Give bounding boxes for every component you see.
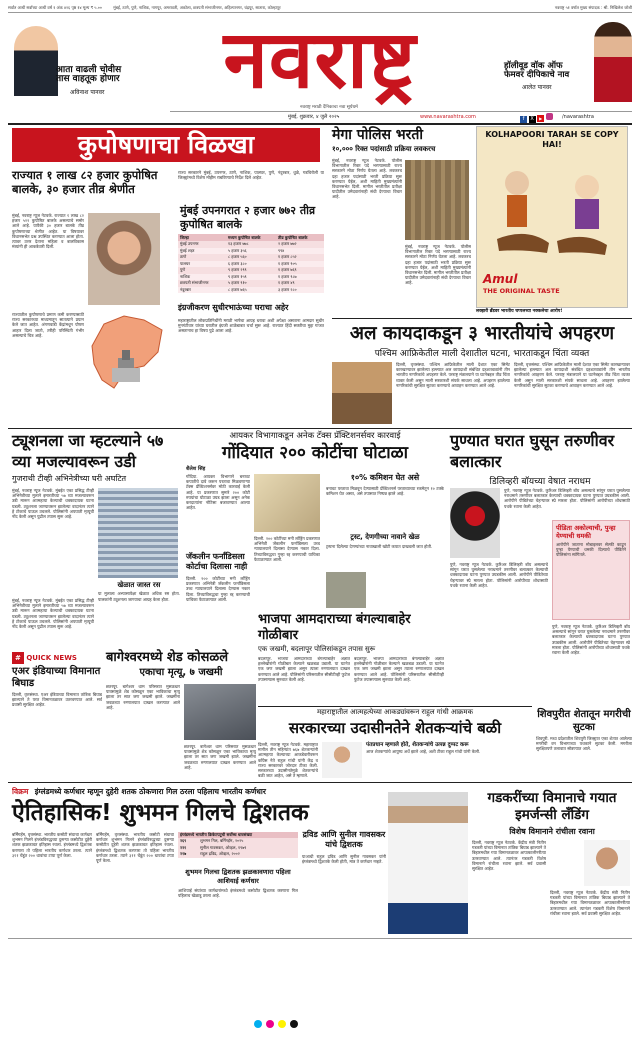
shed-photo[interactable] <box>184 684 256 740</box>
table-cell: ५ हजार ३५६ <box>228 247 247 253</box>
top-bar-issue: सर्वात आधी सर्वांच्या आधी वर्ष १ अंक ४२६ पृष्ठ १४ मूल्य ₹ ५.०० <box>8 5 102 10</box>
shivpuri-body: शिवपुरी. मध्य प्रदेशातील शिवपुरी जिल्ह्यात एका शेतात आलेल्या मगरीची वन विभागाच्या पथकाने सुटका केली. मगरीला सुरक्षितपणे तलावात सोडण्यात आले. <box>536 736 632 752</box>
left-teaser-name: अविनाश पानवर <box>70 88 105 96</box>
tuition-body: मुंबई, नवराष्ट्र न्यूज नेटवर्क. मुंबईत एका प्रसिद्ध टीव्ही अभिनेत्रीच्या मुलाने इमारतीच्या ५७ व्या मजल्यावरून उडी मारून आत्महत्या केल्याची धक्कादायक घटना घडली. ट्यूशनला जाण्यावरून झालेल्या वादानंतर त्याने हे टोकाचे पाऊल उचलले. पोलिसांनी अपघाती मृत्यूची नोंद केली असून पुढील तपास सुरू आहे. <box>12 488 94 520</box>
score-runs: २१७ <box>180 851 187 856</box>
side-body: महाराष्ट्रातील लोकप्रतिनिधींनी मराठी भाषेचा आग्रह धरावा अशी अपेक्षा असताना आमदार सुधीर मुनगंटीवार यांच्या घरातील इंग्रजी शाळेबाबत चर्चा सुरू आहे. राज्यात हिंदी सक्तीचा मुद्दा गाजत असतानाच हा विषय पुढे आला आहे. <box>178 318 324 334</box>
table-cell: ८ हजार ५६० <box>228 254 247 259</box>
quicknews-hash: # <box>12 652 24 664</box>
tuition-box <box>98 582 180 651</box>
lead-headline[interactable] <box>12 128 320 162</box>
trust-head: ट्रस्ट, देणगीच्या नावाने खेळ <box>350 533 420 541</box>
table-cell: नंदुरबार <box>180 286 191 292</box>
table-cell: १३ हजार ७७८ <box>228 241 249 246</box>
table-cell: १ हजार ८५२ <box>278 254 297 259</box>
score-runs: २६९ <box>180 838 187 843</box>
top-bar <box>8 3 632 12</box>
jacqueline-body-2: दिल्ली. २०० कोटींच्या मनी लाँड्रिंग प्रकरणात अभिनेत्री जॅकलीन फर्नांडिसला उच्च न्यायालयाने दिलासा देण्यास नकार दिला. तिच्याविरुद्धचा गुन्हा रद्द करण्याची याचिका फेटाळण्यात आली. <box>254 536 320 562</box>
documents-photo[interactable] <box>254 474 320 532</box>
table-cell: १ हजार ९८७ <box>278 273 297 279</box>
quicknews-headline: एअर इंडियाच्या विमानात बिघाड <box>12 666 101 689</box>
income-tax-byline: शैलेश सिंह <box>186 466 206 472</box>
gadkari-headline: गडकरींच्या विमानाचे गयात इमर्जन्सी लँडिंग <box>487 790 617 823</box>
amul-tagline: THE ORIGINAL TASTE <box>483 287 560 295</box>
bageshwar-body: छतरपूर. बागेश्वर धाम परिसरात मुसळधार पावसामुळे शेड कोसळून एका भाविकाचा मृत्यू झाला तर सात जण जखमी झाले. जखमींना जवळच्या रुग्णालयात दाखल करण्यात आले आहे. <box>106 684 180 710</box>
amul-ad[interactable] <box>476 126 628 308</box>
vikram-label: विक्रम <box>12 787 29 796</box>
bageshwar-body-2: छतरपूर. बागेश्वर धाम परिसरात मुसळधार पावसामुळे शेड कोसळून एका भाविकाचा मृत्यू झाला तर सात जण जखमी झाले. जखमींना जवळच्या रुग्णालयात दाखल करण्यात आले आहे. <box>184 744 256 770</box>
pune-body-2: पुणे, नवराष्ट्र न्यूज नेटवर्क. कुरिअर डिलिव्हरी बॉय असल्याचे सांगून घरात घुसलेल्या नराधमाने तरुणीवर बलात्कार केल्याची धक्कादायक घटना पुण्यात उघडकीस आली. आरोपीने पीडितेच्या चेहऱ्यावर स्प्रे मारला होता. पोलिसांनी आरोपीच्या शोधासाठी पथके रवाना केली आहेत. <box>450 562 548 588</box>
score-detail: शुभमन गिल, बर्मिंगहॅम, २०२५ <box>200 838 244 843</box>
shivpuri-box <box>536 708 632 778</box>
masthead-title: नवराष्ट्र <box>223 13 417 106</box>
quicknews-body: दिल्ली, वृत्तसंस्था. एअर इंडियाच्या विमानात तांत्रिक बिघाड झाल्याने ते परत विमानतळावर उतरवण्यात आले. सर्व प्रवासी सुरक्षित आहेत. <box>12 692 102 708</box>
side-headline: इंग्रजीकरण सुधीरभाऊंच्या घराचा अहेर <box>178 303 289 312</box>
vikram-kicker: इंग्लंडमध्ये कर्णधार म्हणून दुहेरी शतक ठोकणारा गिल ठरला पहिलाच भारतीय कर्णधार <box>34 787 266 796</box>
tuition-box-body: या मुलाला अभ्यासापेक्षा खेळात अधिक रस होता. पालकांनी ट्यूशनला जाण्याचा आग्रह केला होता. <box>98 591 180 602</box>
score-table-title: इंग्लंडमध्ये भारतीय क्रिकेटपटूची सर्वोच्च धावसंख्या <box>178 832 298 838</box>
rahul-photo[interactable] <box>322 742 362 778</box>
table-cell: नाशिक <box>180 273 191 279</box>
alqaida-subhead: पश्चिम आफ्रिकेतील माली देशातील घटना, भारताकडून चिंता व्यक्त <box>374 349 590 359</box>
bhajpa-subhead: एक जखमी, बदलापूर पोलिसांकडून तपास सुरू <box>258 645 376 653</box>
quicknews-label <box>12 652 90 664</box>
vikram-sub-head: शुभमन गिलचा द्विशतक झळकावणारा पहिला आशियाई कर्णधार <box>185 868 291 885</box>
table-cell: ९९४ <box>278 247 285 253</box>
instagram-icon[interactable] <box>546 113 553 120</box>
mumbai-subhead: मुंबई उपनगरात २ हजार ७७२ तीव्र कुपोषित बालके <box>180 204 316 231</box>
gadkari-body-2: दिल्ली, नवराष्ट्र न्यूज नेटवर्क. केंद्रीय मंत्री नितीन गडकरी यांच्या विमानात तांत्रिक बिघाड झाल्याने ते बिहारमधील गया विमानतळावर आपत्कालीनरीत्या उतरवण्यात आले. त्यानंतर गडकरी विशेष विमानाने रांचीला रवाना झाले. सर्व प्रवासी सुरक्षित आहेत. <box>550 890 630 916</box>
right-teaser-name: आलेत पानवर <box>522 83 552 91</box>
income-tax-kicker: आयकर विभागाकडून अनेक टॅक्स प्रॅक्टिशनर्सवर कारवाई <box>229 431 401 441</box>
bageshwar-subhead: एकाचा मृत्यू, ७ जखमी <box>139 667 223 678</box>
tuition-body-2: मुंबई, नवराष्ट्र न्यूज नेटवर्क. मुंबईत एका प्रसिद्ध टीव्ही अभिनेत्रीच्या मुलाने इमारतीच्या ५७ व्या मजल्यावरून उडी मारून आत्महत्या केल्याची धक्कादायक घटना घडली. ट्यूशनला जाण्यावरून झालेल्या वादानंतर त्याने हे टोकाचे पाऊल उचलले. पोलिसांनी अपघाती मृत्यूची नोंद केली असून पुढील तपास सुरू आहे. <box>12 598 94 630</box>
dravid-head: द्रविड आणि सुनील गावसकर यांचे द्विशतक <box>302 830 386 849</box>
building-photo[interactable] <box>98 488 178 578</box>
table-cell: ६ हजार ३८० <box>228 260 247 266</box>
lead-body-2: राज्यातील कुपोषणाचे प्रमाण कमी करण्यासाठी राज्य सरकारच्या माध्यमातून सातत्याने प्रयत्न केले जात आहेत. अंगणवाडी केंद्रांमधून पोषण आहार दिला जातो, तरीही परिस्थिती गंभीर असल्याचे चित्र आहे. <box>12 312 84 338</box>
website-link[interactable]: www.navarashtra.com <box>420 114 476 120</box>
amul-caption: लक्झरी ब्रँडवर भारतीय चप्पलच्या नक्कलेचा आरोप! <box>476 309 563 314</box>
lead-body-3: राज्य सरकारने मुंबई, उपनगर, ठाणे, नाशिक, पालघर, पुणे, नंदुरबार, धुळे, गडचिरोली या जिल्ह्यांमध्ये विशेष मोहीम राबविण्याचे निर्देश दिले आहेत. <box>178 170 324 181</box>
tuition-box-head: खेळात जास्त रस <box>117 581 161 589</box>
dateline: मुंबई, शुक्रवार, ४ जुलै २०२५ <box>288 114 340 120</box>
table-cell: १ हजार ४९ <box>278 280 295 285</box>
alqaida-headline: अल कायदाकडून ३ भारतीयांचे अपहरण <box>349 323 615 344</box>
table-cell: ठाणे <box>180 254 187 259</box>
vikram-headline: ऐतिहासिक! शुभमन गिलचे द्विशतक <box>12 800 309 826</box>
table-header-severe: तीव्र कुपोषित बालके <box>278 235 308 240</box>
right-teaser[interactable] <box>504 62 596 91</box>
farmers-quote-body: आज शेतकऱ्यांचे आयुष्य अर्धे झाले आहे, अशी टीका राहुल गांधी यांनी केली. <box>366 749 481 754</box>
right-teaser-line1: हॉलीवूड वॉक ऑफ <box>504 61 563 71</box>
social-handle[interactable]: /navarashtra <box>562 114 594 120</box>
x-icon[interactable]: X <box>530 116 534 122</box>
table-row <box>178 287 324 294</box>
police-photo[interactable] <box>405 160 469 240</box>
farmers-quote-head: पंतप्रधान म्हणाले होते, शेतकऱ्यांचे उत्पन्न दुप्पट करू <box>366 742 469 748</box>
mega-headline: मेगा पोलिस भरती <box>332 127 423 143</box>
vikram-sub-body: आशियाई संघांच्या कर्णधारांमध्ये इंग्लंडमध्ये कसोटीत द्विशतक करणारा गिल पहिलाच खेळाडू ठरला आहे. <box>178 888 298 899</box>
left-teaser-photo[interactable] <box>14 26 58 96</box>
masthead-tagline: नवराष्ट्र मराठी दैनिकाचा नवा सूर्यधर्म <box>300 105 358 110</box>
score-detail: सुनील गावसकर, ओव्हल, १९७९ <box>200 844 247 850</box>
income-tax-body: गोंदिया. आयकर विभागाने बनावट कपातीचे दावे करून परतावा मिळवणाऱ्या टॅक्स प्रॅक्टिशनर्सवर मोठी कारवाई केली आहे. या प्रकरणात सुमारे २०० कोटी रुपयांचा घोटाळा उघड झाला असून अनेक करदात्यांना नोटिसा बजावण्यात आल्या आहेत. <box>186 474 250 511</box>
pune-body-3: पुणे, नवराष्ट्र न्यूज नेटवर्क. कुरिअर डिलिव्हरी बॉय असल्याचे सांगून घरात घुसलेल्या नराधमाने तरुणीवर बलात्कार केल्याची धक्कादायक घटना पुण्यात उघडकीस आली. आरोपीने पीडितेच्या चेहऱ्यावर स्प्रे मारला होता. पोलिसांनी आरोपीच्या शोधासाठी पथके रवाना केली आहेत. <box>552 624 630 656</box>
table-cell: मुंबई उपनगर <box>180 241 199 246</box>
pune-box <box>552 520 630 620</box>
pune-box-head: पीडिता अकोल्याची, पुन्हा येण्याची धमकी <box>556 524 616 540</box>
score-detail: राहुल द्रविड, ओव्हल, २००२ <box>200 851 240 856</box>
tuition-subhead: गुजराथी टीव्ही अभिनेत्रीच्या घरी अघटित <box>12 474 127 483</box>
right-teaser-photo[interactable] <box>594 22 632 102</box>
bhajpa-headline: भाजपा आमदाराच्या बंगल्याबाहेर गोळीबार <box>258 612 411 643</box>
farmers-kicker: महाराष्ट्रातील आत्महत्येच्या आकड्यांवरून राहुल गांधी आक्रमक <box>317 708 473 716</box>
pune-box-body: आरोपीने जाताना मोबाइलवर सेल्फी काढून पुन्हा येण्याची धमकी दिल्याचे पीडितेने पोलिसांना सांगितले. <box>556 542 626 558</box>
lead-subhead: राज्यात १ लाख ८२ हजार कुपोषित बालके, ३० हजार तीव्र श्रेणीत <box>12 168 158 196</box>
table-cell: ९ हजार १५९ <box>228 273 247 279</box>
mega-body: मुंबई, नवराष्ट्र न्यूज नेटवर्क. पोलीस विभागातील रिक्त पदे भरण्यासाठी राज्य सरकारने मोठा निर्णय घेतला आहे. लवकरच दहा हजार पदांसाठी भरती प्रक्रिया सुरू करण्यात येईल, अशी माहिती मुख्यमंत्र्यांनी विधानसभेत दिली. मागील भरतीतील प्रतीक्षा यादीतील उमेदवारांनाही संधी देण्याचा विचार आहे. <box>332 158 402 200</box>
mega-subhead: १०,००० रिक्त पदांसाठी प्रक्रिया लवकरच <box>332 145 436 153</box>
dravid-body: याआधी राहुल द्रविड आणि सुनील गावसकर यांनी इंग्लंडमध्ये द्विशतके केली होती, मात्र ते कर्णधार नव्हते. <box>302 854 386 865</box>
farmers-quote <box>366 742 532 773</box>
top-bar-editor: नवराष्ट्र ५१ वर्षात मुख्य संपादक : श्री. निखिलेश जोशी <box>554 5 632 10</box>
lead-headline-text: कुपोषणाचा विळखा <box>77 130 255 159</box>
table-cell: छत्रपती संभाजीनगर <box>180 280 209 285</box>
youtube-icon[interactable]: ▶ <box>539 116 543 121</box>
table-cell: ९ हजार २९९ <box>228 267 247 272</box>
trust-body: ट्रस्टना दिलेल्या देणग्यांच्या नावाखाली खोटी कपात दाखवली जात होती. <box>326 544 433 549</box>
gadkari-subhead: विशेष विमानाने रांचीला रवाना <box>509 827 595 836</box>
alqaida-body: दिल्ली, वृत्तसंस्था. पश्चिम आफ्रिकेतील माली देशात एका सिमेंट कारखान्यावर झालेल्या हल्ल्यात अल कायदाशी संबंधित दहशतवाद्यांनी तीन भारतीय नागरिकांचे अपहरण केले. परराष्ट्र मंत्रालयाने या घटनेबद्दल तीव्र चिंता व्यक्त केली असून माली सरकारशी संपर्क साधला आहे. अपहरण झालेल्या नागरिकांची सुरक्षित सुटका करण्याचे आवाहन करण्यात आले आहे. <box>396 362 510 388</box>
pune-illustration[interactable] <box>450 488 500 558</box>
left-teaser-line2: तास वाहतूक होणार <box>56 74 120 85</box>
bhajpa-body: बदलापूर. भाजपा आमदाराच्या बंगल्याबाहेर अज्ञात हल्लेखोरांनी गोळीबार केल्याने खळबळ उडाली. या घटनेत एक जण जखमी झाला असून त्याला रुग्णालयात दाखल करण्यात आले आहे. पोलिसांनी परिसरातील सीसीटीव्ही फुटेज तपासण्यास सुरुवात केली आहे. <box>258 656 350 682</box>
farmers-headline: सरकारच्या उदासीनतेने शेतकऱ्यांचे बळी <box>288 719 502 737</box>
shivpuri-headline: शिवपुरीत शेतातून मगरीची सुटका <box>537 709 631 733</box>
tuition-headline: ट्यूशनला जा म्हटल्याने ५७ व्या मजल्यावरून उडी <box>12 431 164 471</box>
vikram-body-2: बर्मिंगहॅम, वृत्तसंस्था. भारतीय कसोटी संघाचा कर्णधार शुभमन गिलने इंग्लंडविरुद्धच्या दुसऱ्या कसोटीत दुहेरी शतक झळकावत इतिहास रचला. इंग्लंडमध्ये द्विशतक करणारा तो पहिला भारतीय कर्णधार ठरला. त्याने ३११ चेंडूंत २०० धावांचा टप्पा पूर्ण केला. <box>96 832 174 864</box>
score-table <box>178 832 298 858</box>
lead-child-photo[interactable] <box>88 213 160 305</box>
gadkari-photo[interactable] <box>584 840 630 886</box>
alqaida-body-2: दिल्ली, वृत्तसंस्था. पश्चिम आफ्रिकेतील माली देशात एका सिमेंट कारखान्यावर झालेल्या हल्ल्यात अल कायदाशी संबंधित दहशतवाद्यांनी तीन भारतीय नागरिकांचे अपहरण केले. परराष्ट्र मंत्रालयाने या घटनेबद्दल तीव्र चिंता व्यक्त केली असून माली सरकारशी संपर्क साधला आहे. अपहरण झालेल्या नागरिकांची सुरक्षित सुटका करण्याचे आवाहन करण्यात आले आहे. <box>514 362 630 388</box>
income-tax-headline: गोंदियात २०० कोटींचा घोटाळा <box>221 443 408 463</box>
district-table <box>178 234 324 293</box>
table-cell: १ हजार ९०५ <box>278 260 297 266</box>
vikram-body: बर्मिंगहॅम, वृत्तसंस्था. भारतीय कसोटी संघाचा कर्णधार शुभमन गिलने इंग्लंडविरुद्धच्या दुसऱ्या कसोटीत दुहेरी शतक झळकावत इतिहास रचला. इंग्लंडमध्ये द्विशतक करणारा तो पहिला भारतीय कर्णधार ठरला. त्याने ३११ चेंडूंत २०० धावांचा टप्पा पूर्ण केला. <box>12 832 92 858</box>
left-teaser[interactable] <box>56 66 156 96</box>
table-cell: पुणे <box>180 267 186 272</box>
bhajpa-body-2: बदलापूर. भाजपा आमदाराच्या बंगल्याबाहेर अज्ञात हल्लेखोरांनी गोळीबार केल्याने खळबळ उडाली. या घटनेत एक जण जखमी झाला असून त्याला रुग्णालयात दाखल करण्यात आले आहे. पोलिसांनी परिसरातील सीसीटीव्ही फुटेज तपासण्यास सुरुवात केली आहे. <box>354 656 444 682</box>
maharashtra-map <box>84 306 168 396</box>
table-cell: १ हजार ७६९ <box>278 267 297 272</box>
commission-body: बनावट परतावा मिळवून देण्यासाठी प्रॅक्टिशनर्स परताव्याच्या रकमेतून १० टक्के कमिशन घेत असत, असे तपासात निष्पन्न झाले आहे. <box>326 486 444 497</box>
commission-head: १०% कमिशन घेत असे <box>350 473 420 482</box>
bungalow-photo[interactable] <box>326 572 366 608</box>
amul-caption-top: KOLHAPOORI TARAH SE COPY HAI! <box>485 130 619 149</box>
gadkari-body: दिल्ली, नवराष्ट्र न्यूज नेटवर्क. केंद्रीय मंत्री नितीन गडकरी यांच्या विमानात तांत्रिक बिघाड झाल्याने ते बिहारमधील गया विमानतळावर आपत्कालीनरीत्या उतरवण्यात आले. त्यानंतर गडकरी विशेष विमानाने रांचीला रवाना झाले. सर्व प्रवासी सुरक्षित आहेत. <box>472 840 546 872</box>
table-cell: ५ हजार ९१० <box>228 280 247 285</box>
pune-subhead: डिलिव्हरी बॉयच्या वेषात नराधम <box>489 477 591 487</box>
score-row <box>178 851 298 858</box>
jacqueline-headline: जॅकलीन फर्नांडिसला कोर्टाचा दिलासा नाही <box>186 552 248 571</box>
table-cell: मुंबई शहर <box>180 247 195 253</box>
facebook-icon[interactable]: f <box>520 116 527 123</box>
lead-body-1: मुंबई, नवराष्ट्र न्यूज नेटवर्क. राज्यात १ लाख ८२ हजार ५२२ कुपोषित बालके असल्याचे समोर आले आहे. यापैकी ३० हजार बालके तीव्र कुपोषणाच्या श्रेणीत आहेत. या विषयावर विधानसभेत प्रश्न उपस्थित करण्यात आला होता. त्यावर उत्तर देताना महिला व बालविकास मंत्र्यांनी ही आकडेवारी दिली. <box>12 213 84 250</box>
mega-body-2: मुंबई, नवराष्ट्र न्यूज नेटवर्क. पोलीस विभागातील रिक्त पदे भरण्यासाठी राज्य सरकारने मोठा निर्णय घेतला आहे. लवकरच दहा हजार पदांसाठी भरती प्रक्रिया सुरू करण्यात येईल, अशी माहिती मुख्यमंत्र्यांनी विधानसभेत दिली. मागील भरतीतील प्रतीक्षा यादीतील उमेदवारांनाही संधी देण्याचा विचार आहे. <box>405 244 471 286</box>
table-cell: पालघर <box>180 260 191 266</box>
amul-illustration <box>477 153 627 263</box>
quicknews-label-text: QUICK NEWS <box>26 654 77 662</box>
table-cell: ३ हजार २८० <box>278 286 297 292</box>
right-teaser-line2: फेमवर दीपिकाचे नाव <box>504 69 570 80</box>
pune-body: पुणे, नवराष्ट्र न्यूज नेटवर्क. कुरिअर डिलिव्हरी बॉय असल्याचे सांगून घरात घुसलेल्या नराधमाने तरुणीवर बलात्कार केल्याची धक्कादायक घटना पुण्यात उघडकीस आली. आरोपीने पीडितेच्या चेहऱ्यावर स्प्रे मारला होता. पोलिसांनी आरोपीच्या शोधासाठी पथके रवाना केली आहेत. <box>504 488 630 509</box>
left-teaser-line1: आता वाढली चोवीस <box>56 65 122 75</box>
table-header-moderate: मध्यम कुपोषित बालके <box>228 235 261 240</box>
pune-headline: पुण्यात घरात घुसून तरुणीवर बलात्कार <box>450 431 615 471</box>
amul-brand: Amul <box>483 272 518 286</box>
mali-photo[interactable] <box>332 362 392 424</box>
dateline-bar <box>170 112 632 122</box>
top-bar-cities: मुंबई, ठाणे, पुणे, नाशिक, नागपूर, अमरावती, अकोला, छत्रपती संभाजीनगर, अहिल्यानगर, चंद्रपूर, सातारा, कोल्हापूर <box>113 5 281 10</box>
jacqueline-body: दिल्ली. २०० कोटींच्या मनी लाँड्रिंग प्रकरणात अभिनेत्री जॅकलीन फर्नांडिसला उच्च न्यायालयाने दिलासा देण्यास नकार दिला. तिच्याविरुद्धचा गुन्हा रद्द करण्याची याचिका फेटाळण्यात आली. <box>186 576 250 602</box>
shubman-gill-photo[interactable] <box>388 792 468 934</box>
registration-marks <box>8 1014 632 1034</box>
table-cell: ८ हजार ७६५ <box>228 286 247 292</box>
table-cell: २ हजार ७७२ <box>278 241 297 246</box>
score-runs: २२१ <box>180 844 187 850</box>
table-header-district: जिल्हा <box>180 235 189 240</box>
bageshwar-headline: बागेश्वरमध्ये शेड कोसळले <box>106 650 229 665</box>
farmers-body: दिल्ली, नवराष्ट्र न्यूज नेटवर्क. महाराष्ट्रात मागील तीन महिन्यांत ७६७ शेतकऱ्यांनी आत्महत्या केल्याच्या आकडेवारीवरून काँग्रेस नेते राहुल गांधी यांनी केंद्र व राज्य सरकारवर जोरदार टीका केली. सरकारच्या उदासीनतेमुळे शेतकऱ्यांचे बळी जात आहेत, असे ते म्हणाले. <box>258 742 318 778</box>
